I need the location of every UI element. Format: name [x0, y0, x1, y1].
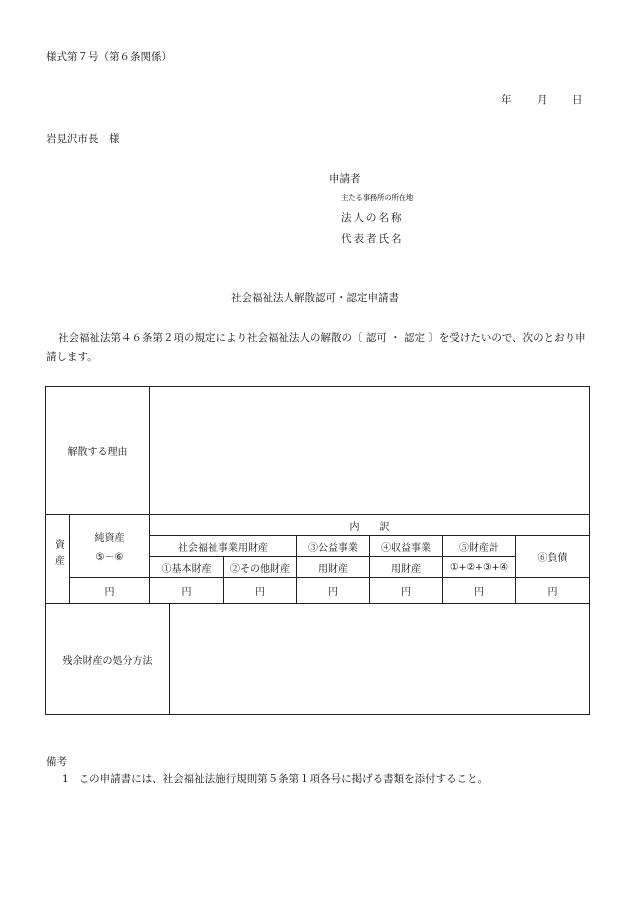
assets-label — [46, 515, 70, 604]
applicant-representative-label: 代表者氏名 — [341, 233, 404, 245]
total-assets-header-1: ⑤財産計 — [443, 536, 516, 557]
residual-assets-disposal-label: 残余財産の処分方法 — [46, 604, 170, 715]
notes-item-number: 1 — [62, 773, 69, 785]
liabilities-header: ⑥負債 — [516, 536, 590, 578]
dissolution-reason-field[interactable] — [150, 387, 590, 515]
net-assets-formula: ⑤－⑥ — [95, 552, 124, 563]
profit-business-assets-header-1: ④収益事業 — [370, 536, 443, 557]
assets-label-text: 資産 — [52, 538, 64, 571]
date-year-label: 年 — [501, 94, 512, 106]
total-assets-header-2: ①+②+③+④ — [443, 557, 516, 578]
profit-business-yen-cell[interactable]: 円 — [370, 578, 443, 604]
date-day-label: 日 — [572, 94, 583, 106]
net-assets-label: 純資産 — [94, 533, 125, 544]
profit-business-assets-header-2: 用財産 — [370, 557, 443, 578]
applicant-heading: 申請者 — [329, 173, 361, 185]
notes-item — [62, 771, 498, 786]
applicant-address-label: 主たる事務所の所在地 — [341, 193, 413, 202]
body-text: 社会福祉法第４６条第２項の規定により社会福祉法人の解散の〔 認可 ・ 認定 〕を受けたいので、次のとおり申請します。 — [46, 332, 586, 363]
public-benefit-assets-header-1: ③公益事業 — [297, 536, 370, 557]
public-benefit-yen-cell[interactable]: 円 — [297, 578, 370, 604]
public-benefit-assets-header-2: 用財産 — [297, 557, 370, 578]
document-title: 社会福祉法人解散認可・認定申請書 — [231, 292, 399, 304]
dissolution-reason-label: 解散する理由 — [46, 387, 150, 515]
addressee: 岩見沢市長 様 — [46, 133, 120, 145]
net-assets-yen-cell[interactable]: 円 — [70, 578, 150, 604]
application-table — [45, 386, 590, 715]
notes-item-text: この申請書には、社会福祉法施行規則第５条第１項各号に掲げる書類を添付すること。 — [78, 773, 489, 785]
notes-heading: 備考 — [46, 756, 67, 768]
liabilities-yen-cell[interactable]: 円 — [516, 578, 590, 604]
other-assets-yen-cell[interactable]: 円 — [224, 578, 297, 604]
welfare-assets-header: 社会福祉事業用財産 — [150, 536, 297, 557]
other-assets-header: ②その他財産 — [224, 557, 297, 578]
net-assets-header — [70, 515, 150, 578]
basic-assets-header: ①基本財産 — [150, 557, 224, 578]
basic-assets-yen-cell[interactable]: 円 — [150, 578, 224, 604]
breakdown-header: 内 訳 — [150, 515, 590, 536]
residual-assets-disposal-field[interactable] — [170, 604, 590, 715]
date-month-label: 月 — [537, 94, 548, 106]
total-assets-yen-cell[interactable]: 円 — [443, 578, 516, 604]
form-number: 様式第７号（第６条関係） — [46, 51, 172, 63]
applicant-name-label: 法人の名称 — [341, 212, 404, 224]
